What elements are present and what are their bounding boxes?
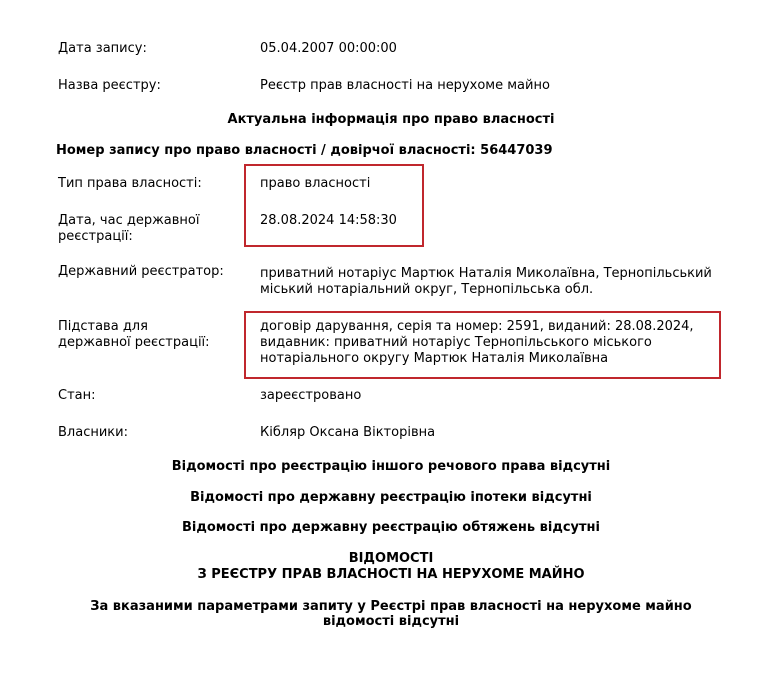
current-info-heading: Актуальна інформація про право власності (227, 112, 555, 127)
ownership-type-value: право власності (260, 176, 371, 191)
note-other-rights: Відомості про реєстрацію іншого речового права відсутні (171, 459, 611, 474)
registrar-value-2: міський нотаріальний округ, Тернопільська обл. (260, 282, 594, 297)
record-number-value: 56447039 (480, 143, 553, 158)
basis-value-1: договір дарування, серія та номер: 2591, виданий: 28.08.2024, (260, 319, 694, 334)
owners-value: Кібляр Оксана Вікторівна (260, 425, 436, 440)
status-value: зареєстровано (260, 388, 362, 403)
basis-value-3: нотаріального округу Мартюк Наталія Миколаївна (260, 351, 609, 366)
registration-datetime-label-1: Дата, час державної (58, 213, 200, 228)
note-mortgage: Відомості про державну реєстрацію іпотеки відсутні (190, 490, 592, 505)
basis-value-2: видавник: приватний нотаріус Тернопільського міського (260, 335, 652, 350)
record-date-value: 05.04.2007 00:00:00 (260, 41, 397, 56)
record-date-label: Дата запису: (58, 41, 147, 56)
registration-datetime-value: 28.08.2024 14:58:30 (260, 213, 397, 228)
record-number (56, 143, 553, 159)
registry-name-value: Реєстр прав власності на нерухоме майно (260, 78, 550, 93)
no-data-line-1: За вказаними параметрами запиту у Реєстрі прав власності на нерухоме майно (90, 599, 692, 614)
status-label: Стан: (58, 388, 96, 403)
ownership-type-label: Тип права власності: (58, 176, 202, 191)
basis-label-2: державної реєстрації: (58, 335, 210, 350)
record-number-label: Номер запису про право власності / довірчої власності: (56, 143, 476, 158)
basis-label-1: Підстава для (58, 319, 148, 334)
registration-datetime-label-2: реєстрації: (58, 229, 133, 244)
registry-section-title-1: ВІДОМОСТІ (348, 551, 434, 566)
note-encumbrances: Відомості про державну реєстрацію обтяжень відсутні (182, 520, 600, 535)
owners-label: Власники: (58, 425, 128, 440)
registry-name-label: Назва реєстру: (58, 78, 161, 93)
registrar-value-1: приватний нотаріус Мартюк Наталія Миколаївна, Тернопільський (260, 266, 712, 281)
registrar-label: Державний реєстратор: (58, 264, 224, 279)
no-data-line-2: відомості відсутні (322, 614, 460, 629)
registry-section-title-2: З РЕЄСТРУ ПРАВ ВЛАСНОСТІ НА НЕРУХОМЕ МАЙНО (197, 567, 585, 582)
